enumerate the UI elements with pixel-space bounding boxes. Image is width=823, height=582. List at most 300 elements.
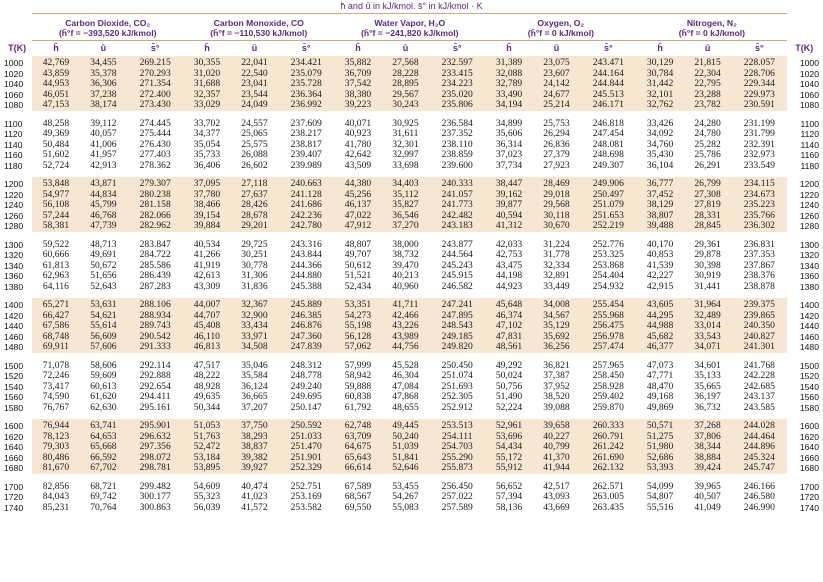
table-cell: 79,303 <box>42 441 70 452</box>
table-cell: 1740 <box>4 502 24 513</box>
table-cell: 54,609 <box>193 480 221 492</box>
table-cell: 1540 <box>4 381 24 392</box>
entropy-values <box>580 177 636 232</box>
table-cell: 27,118 <box>241 178 268 189</box>
table-cell: 27,379 <box>543 149 570 160</box>
table-cell: 22,304 <box>694 67 721 79</box>
table-cell: 72,246 <box>42 370 70 381</box>
table-cell: 1500 <box>4 360 24 371</box>
enthalpy-values <box>32 117 79 172</box>
table-cell: 38,884 <box>694 451 721 463</box>
gas-header-co <box>183 14 334 41</box>
table-cell: 53,184 <box>193 451 221 463</box>
table-cell: 29,361 <box>694 238 721 250</box>
entropy-values <box>429 238 485 293</box>
table-cell: 292.888 <box>139 370 171 381</box>
enthalpy-values <box>485 480 532 514</box>
table-cell: 30,355 <box>193 57 221 68</box>
internal-energy-values <box>684 56 731 111</box>
table-cell: 26,294 <box>543 128 570 139</box>
table-cell: 246.876 <box>290 320 322 331</box>
table-cell: 48,807 <box>344 238 372 250</box>
table-cell: 51,980 <box>646 441 674 452</box>
table-cell: 30,925 <box>392 117 419 129</box>
entropy-values <box>731 480 787 514</box>
table-cell: 35,827 <box>392 199 419 210</box>
table-cell: 42,913 <box>90 159 117 171</box>
table-cell: 73,417 <box>42 380 70 392</box>
gas-enthalpy-of-formation: (h̄°f = 0 kJ/kmol) <box>527 27 594 38</box>
table-cell: 32,997 <box>392 149 419 160</box>
table-cell: 30,118 <box>543 209 570 221</box>
table-cell: 47,022 <box>344 209 372 221</box>
table-cell: 242.780 <box>290 220 322 231</box>
table-cell: 65,668 <box>90 441 117 452</box>
temperature-values <box>787 238 821 293</box>
table-cell: 241.686 <box>290 199 322 210</box>
internal-energy-values <box>231 298 278 353</box>
entropy-values <box>580 56 636 111</box>
table-cell: 255.290 <box>441 451 473 463</box>
enthalpy-values <box>32 238 79 293</box>
table-cell: 31,836 <box>241 280 268 292</box>
table-cell: 1720 <box>799 492 819 502</box>
entropy-values <box>580 480 636 514</box>
table-cell: 50,344 <box>193 401 221 413</box>
internal-energy-values <box>382 298 429 353</box>
table-cell: 35,430 <box>646 149 674 160</box>
table-cell: 37,780 <box>193 188 221 200</box>
table-cell: 1120 <box>4 129 23 139</box>
table-cell: 239.865 <box>743 309 775 321</box>
table-cell: 64,675 <box>344 441 372 452</box>
table-cell: 1520 <box>4 371 24 381</box>
table-cell: 43,226 <box>392 320 419 331</box>
table-cell: 248.312 <box>290 359 322 371</box>
table-cell: 244.028 <box>743 420 775 431</box>
table-cell: 1480 <box>799 342 819 352</box>
table-cell: 295.901 <box>139 420 171 431</box>
temperature-values <box>2 117 32 172</box>
entropy-values <box>127 177 183 232</box>
table-cell: 25,282 <box>694 138 721 150</box>
table-cell: 1280 <box>4 221 24 231</box>
table-cell: 34,760 <box>646 138 674 150</box>
table-cell: 278.362 <box>139 159 171 171</box>
table-cell: 55,614 <box>90 320 117 331</box>
entropy-values <box>278 480 334 514</box>
table-cell: 32,357 <box>193 88 221 100</box>
internal-energy-values <box>533 56 580 111</box>
table-cell: 1100 <box>800 118 819 129</box>
table-cell: 1340 <box>799 260 819 271</box>
table-cell: 25,065 <box>241 128 268 139</box>
entropy-header: s̄° <box>150 43 160 53</box>
table-cell: 247.241 <box>441 299 473 310</box>
table-cell: 36,306 <box>90 78 117 89</box>
table-cell: 32,367 <box>241 299 268 310</box>
table-cell: 262.571 <box>592 480 624 492</box>
table-cell: 58,942 <box>344 370 372 381</box>
table-cell: 41,006 <box>90 138 117 150</box>
table-cell: 41,711 <box>392 299 419 310</box>
table-cell: 1620 <box>799 431 819 442</box>
table-cell: 1040 <box>799 79 819 89</box>
table-cell: 297.356 <box>139 441 171 452</box>
table-cell: 30,778 <box>241 259 268 271</box>
table-cell: 70,764 <box>90 501 117 513</box>
table-cell: 285.586 <box>139 259 171 271</box>
table-cell: 34,403 <box>392 178 419 189</box>
table-cell: 46,304 <box>392 370 419 381</box>
table-cell: 249.906 <box>592 178 624 189</box>
table-cell: 42,753 <box>495 249 523 260</box>
enthalpy-values <box>334 359 381 414</box>
table-cell: 61,792 <box>344 401 372 413</box>
table-cell: 44,007 <box>193 299 221 310</box>
temperature-values <box>2 480 32 514</box>
table-cell: 41,266 <box>193 249 221 260</box>
table-cell: 62,630 <box>90 401 117 413</box>
table-cell: 239.989 <box>290 159 322 171</box>
internal-energy-values <box>231 480 278 514</box>
enthalpy-values <box>183 298 230 353</box>
table-cell: 29,878 <box>694 249 721 260</box>
enthalpy-values <box>636 238 683 293</box>
entropy-values <box>580 359 636 414</box>
enthalpy-values <box>334 238 381 293</box>
enthalpy-values <box>32 419 79 474</box>
table-cell: 255.873 <box>441 462 473 473</box>
entropy-values <box>580 117 636 172</box>
table-cell: 34,508 <box>241 341 268 352</box>
table-cell: 33,014 <box>694 320 721 331</box>
table-cell: 34,567 <box>543 309 570 321</box>
table-cell: 35,378 <box>90 67 117 79</box>
table-cell: 51,490 <box>495 391 523 402</box>
table-cell: 246.582 <box>441 280 473 292</box>
table-cell: 39,424 <box>694 462 721 473</box>
table-cell: 252.329 <box>290 462 322 473</box>
table-cell: 51,602 <box>42 149 70 160</box>
table-cell: 230.591 <box>743 99 775 110</box>
temperature-block <box>2 359 821 414</box>
table-cell: 1000 <box>4 58 24 68</box>
table-cell: 239.600 <box>441 159 473 171</box>
table-cell: 49,369 <box>42 128 70 139</box>
table-cell: 34,377 <box>193 128 221 139</box>
table-cell: 34,455 <box>90 57 117 68</box>
temperature-values <box>2 359 32 414</box>
table-cell: 27,819 <box>694 199 721 210</box>
table-cell: 61,620 <box>90 391 117 402</box>
internal-energy-values <box>684 238 731 293</box>
table-cell: 36,406 <box>193 159 221 171</box>
table-cell: 23,782 <box>694 99 721 110</box>
temperature-values <box>2 177 32 232</box>
table-cell: 238.217 <box>290 128 322 139</box>
table-cell: 252.751 <box>290 480 322 492</box>
table-cell: 248.081 <box>592 138 624 150</box>
entropy-values <box>278 117 334 172</box>
table-cell: 282.962 <box>139 220 171 231</box>
table-cell: 283.847 <box>139 238 171 250</box>
table-cell: 31,224 <box>543 238 570 250</box>
table-cell: 24,142 <box>543 78 570 89</box>
table-cell: 30,251 <box>241 249 268 260</box>
table-cell: 1100 <box>4 118 23 129</box>
table-cell: 40,960 <box>392 280 419 292</box>
table-cell: 52,434 <box>344 280 372 292</box>
internal-energy-values <box>382 480 429 514</box>
table-cell: 62,748 <box>344 420 372 431</box>
table-cell: 39,112 <box>90 117 117 129</box>
table-cell: 1360 <box>799 271 819 281</box>
table-cell: 67,702 <box>90 462 117 473</box>
table-cell: 27,308 <box>694 188 721 200</box>
table-cell: 43,859 <box>42 67 70 79</box>
table-cell: 38,520 <box>543 391 570 402</box>
table-cell: 258.928 <box>592 380 624 392</box>
table-cell: 244.366 <box>290 259 322 271</box>
table-cell: 1300 <box>799 239 819 250</box>
table-cell: 290.542 <box>139 330 171 342</box>
enthalpy-values <box>485 419 532 474</box>
table-cell: 1200 <box>799 179 819 189</box>
entropy-values <box>127 238 183 293</box>
internal-energy-values <box>382 238 429 293</box>
table-cell: 1060 <box>799 89 819 100</box>
table-cell: 1180 <box>4 160 23 171</box>
table-cell: 1220 <box>4 189 24 200</box>
gas-header-co2 <box>32 14 183 41</box>
table-cell: 40,594 <box>495 209 523 221</box>
table-cell: 47,153 <box>42 99 70 110</box>
table-cell: 255.968 <box>592 309 624 321</box>
table-cell: 248.698 <box>592 149 624 160</box>
entropy-values <box>127 480 183 514</box>
temperature-header: T(K) <box>795 42 814 53</box>
enthalpy-values <box>334 419 381 474</box>
table-cell: 30,398 <box>694 259 721 271</box>
internal-energy-values <box>80 238 127 293</box>
table-cell: 50,024 <box>495 370 523 381</box>
table-cell: 25,214 <box>543 99 570 110</box>
enthalpy-values <box>334 480 381 514</box>
table-cell: 37,750 <box>241 420 268 431</box>
table-cell: 68,721 <box>90 480 117 492</box>
table-cell: 282.066 <box>139 209 171 221</box>
table-cell: 44,923 <box>495 280 523 292</box>
table-cell: 42,517 <box>543 480 570 492</box>
table-cell: 40,923 <box>344 128 372 139</box>
table-cell: 51,521 <box>344 270 372 281</box>
table-cell: 248.543 <box>441 320 473 331</box>
internal-energy-values <box>382 56 429 111</box>
table-cell: 1380 <box>4 281 24 292</box>
table-cell: 1600 <box>4 421 24 431</box>
ideal-gas-properties-table <box>2 13 821 513</box>
table-cell: 243.137 <box>743 391 775 402</box>
table-cell: 37,387 <box>543 370 570 381</box>
table-cell: 250.592 <box>290 420 322 431</box>
table-cell: 58,381 <box>42 220 70 231</box>
table-cell: 42,613 <box>193 270 221 281</box>
enthalpy-values <box>32 359 79 414</box>
enthalpy-values <box>485 359 532 414</box>
table-cell: 44,380 <box>344 178 372 189</box>
table-cell: 56,609 <box>90 330 117 342</box>
table-cell: 35,733 <box>193 149 221 160</box>
table-cell: 28,331 <box>694 209 721 221</box>
entropy-values <box>278 298 334 353</box>
table-cell: 257.474 <box>592 341 624 352</box>
internal-energy-values <box>382 177 429 232</box>
internal-energy-values <box>684 359 731 414</box>
table-cell: 1700 <box>4 481 24 492</box>
table-cell: 1020 <box>4 68 24 79</box>
table-cell: 33,426 <box>646 117 674 129</box>
table-cell: 45,528 <box>392 359 419 371</box>
table-cell: 250.450 <box>441 359 473 371</box>
table-cell: 49,292 <box>495 359 523 371</box>
table-cell: 1640 <box>799 442 819 452</box>
table-body <box>2 56 821 513</box>
table-cell: 35,692 <box>543 330 570 342</box>
table-cell: 46,813 <box>193 341 221 352</box>
table-cell: 42,033 <box>495 238 523 250</box>
table-cell: 68,567 <box>344 491 372 502</box>
enthalpy-values <box>636 117 683 172</box>
table-cell: 36,732 <box>694 401 721 413</box>
table-cell: 261.690 <box>592 451 624 463</box>
table-cell: 242.228 <box>743 370 775 381</box>
table-cell: 292.114 <box>139 359 171 371</box>
table-cell: 41,370 <box>543 451 570 463</box>
table-cell: 33,971 <box>241 330 268 342</box>
table-cell: 53,393 <box>646 462 674 473</box>
table-cell: 271.354 <box>139 78 171 89</box>
table-cell: 49,869 <box>646 401 674 413</box>
table-cell: 250.497 <box>592 188 624 200</box>
table-cell: 38,129 <box>646 199 674 210</box>
table-cell: 59,888 <box>344 380 372 392</box>
entropy-values <box>127 419 183 474</box>
internal-energy-values <box>684 419 731 474</box>
table-cell: 36,777 <box>646 178 674 189</box>
table-cell: 30,243 <box>392 99 419 110</box>
table-cell: 240.350 <box>743 320 775 331</box>
table-cell: 1620 <box>4 431 24 442</box>
enthalpy-values <box>636 359 683 414</box>
table-cell: 259.870 <box>592 401 624 413</box>
table-cell: 242.685 <box>743 380 775 392</box>
table-cell: 44,198 <box>495 270 523 281</box>
table-cell: 42,642 <box>344 149 372 160</box>
table-cell: 47,771 <box>646 370 674 381</box>
table-cell: 41,023 <box>241 491 268 502</box>
table-cell: 39,470 <box>392 259 419 271</box>
table-cell: 1400 <box>799 300 819 310</box>
table-cell: 232.597 <box>441 57 473 68</box>
temperature-values <box>2 56 32 111</box>
table-cell: 41,312 <box>495 220 523 231</box>
table-cell: 40,170 <box>646 238 674 250</box>
table-cell: 36,314 <box>495 138 523 150</box>
table-cell: 32,334 <box>543 259 570 271</box>
table-cell: 1080 <box>799 100 819 110</box>
table-cell: 246.990 <box>743 501 775 513</box>
enthalpy-values <box>334 177 381 232</box>
table-cell: 25,753 <box>543 117 570 129</box>
table-cell: 39,877 <box>495 199 523 210</box>
table-cell: 30,670 <box>543 220 570 231</box>
table-cell: 23,544 <box>241 88 268 100</box>
table-cell: 247.839 <box>290 341 322 352</box>
entropy-values <box>429 298 485 353</box>
table-cell: 262.132 <box>592 462 624 473</box>
table-cell: 254.703 <box>441 441 473 452</box>
table-cell: 45,799 <box>90 199 117 210</box>
temperature-values <box>787 177 821 232</box>
table-cell: 259.402 <box>592 391 624 402</box>
table-cell: 276.430 <box>139 138 171 150</box>
table-cell: 38,466 <box>193 199 221 210</box>
table-cell: 231.199 <box>743 117 775 129</box>
table-cell: 27,923 <box>543 159 570 171</box>
table-cell: 55,912 <box>495 462 523 473</box>
table-cell: 48,655 <box>392 401 419 413</box>
table-cell: 29,725 <box>241 238 268 250</box>
table-cell: 240.333 <box>441 178 473 189</box>
table-cell: 244.880 <box>290 270 322 281</box>
table-cell: 1560 <box>799 392 819 402</box>
table-cell: 21,815 <box>694 57 721 68</box>
table-caption: h̄ and ū in kJ/kmol. s̄° in kJ/kmol · K <box>340 1 483 11</box>
internal-energy-values <box>231 359 278 414</box>
table-cell: 253.513 <box>441 420 473 431</box>
table-cell: 250.147 <box>290 401 322 413</box>
table-cell: 1680 <box>799 463 819 473</box>
table-cell: 40,213 <box>392 270 419 281</box>
table-cell: 229.973 <box>743 88 775 100</box>
table-cell: 1580 <box>799 402 819 413</box>
table-cell: 30,919 <box>694 270 721 281</box>
table-cell: 43,989 <box>392 330 419 342</box>
table-cell: 33,449 <box>543 280 570 292</box>
table-cell: 71,078 <box>42 359 70 371</box>
enthalpy-values <box>183 359 230 414</box>
table-cell: 78,123 <box>42 430 70 442</box>
table-cell: 254.932 <box>592 280 624 292</box>
table-cell: 61,813 <box>42 259 70 271</box>
temperature-header: T(K) <box>8 42 27 53</box>
table-cell: 35,665 <box>694 380 721 392</box>
table-cell: 42,769 <box>42 57 70 68</box>
table-cell: 251.653 <box>592 209 624 221</box>
entropy-values <box>429 419 485 474</box>
entropy-header: s̄° <box>603 43 613 53</box>
table-cell: 27,637 <box>241 188 268 200</box>
table-cell: 260.333 <box>592 420 624 431</box>
enthalpy-values <box>485 56 532 111</box>
table-cell: 1300 <box>4 239 24 250</box>
table-cell: 245.324 <box>743 451 775 463</box>
table-cell: 243.844 <box>290 249 322 260</box>
table-cell: 255.454 <box>592 299 624 310</box>
gas-name: Carbon Monoxide, CO <box>213 17 304 28</box>
table-cell: 49,445 <box>392 420 419 431</box>
